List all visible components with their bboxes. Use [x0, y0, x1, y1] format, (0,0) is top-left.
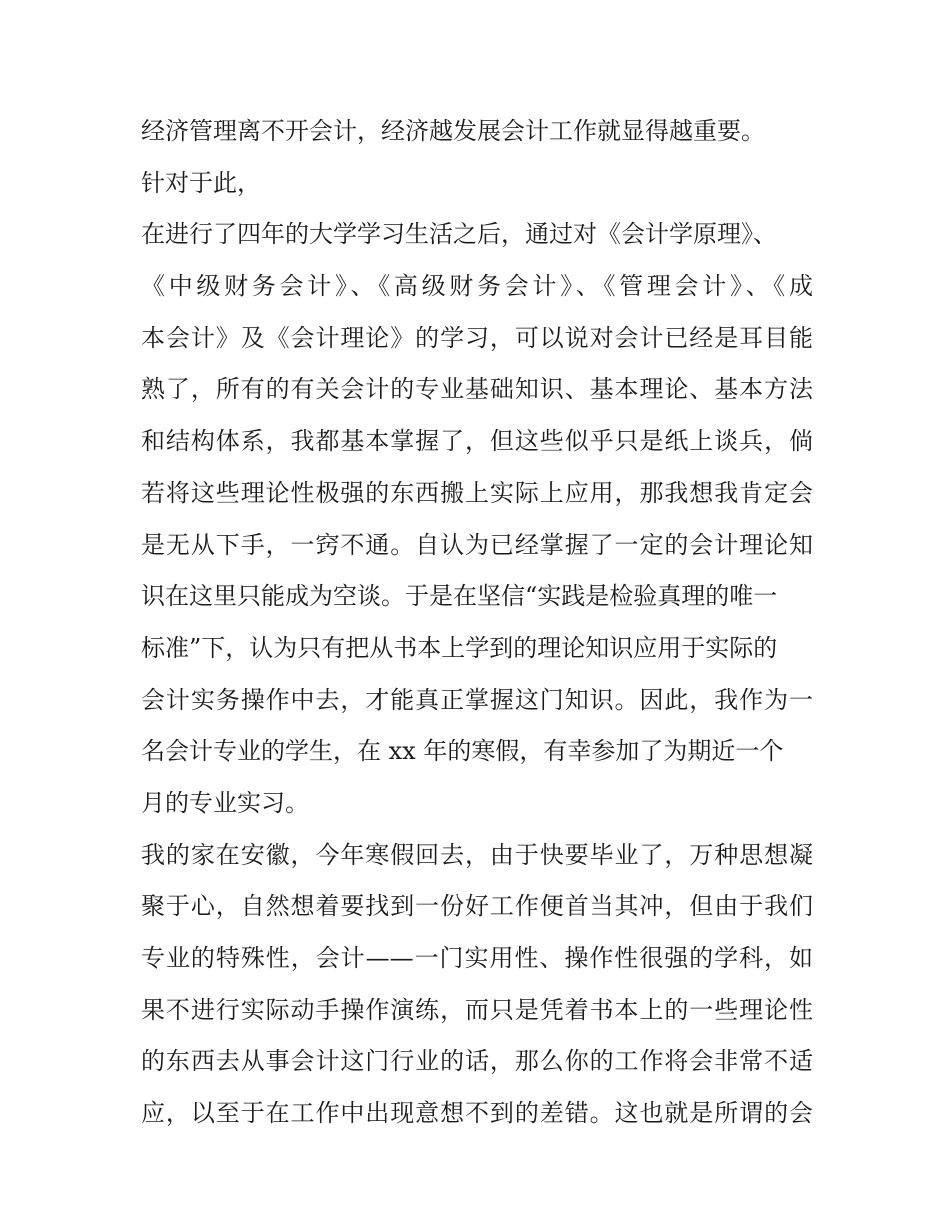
text-line: 经济管理离不开会计，经济越发展会计工作就显得越重要。 — [141, 117, 765, 145]
text-line: 月的专业实习。 — [141, 788, 309, 817]
text-line: 标准”下，认为只有把从书本上学到的理论知识应用于实际的 — [141, 633, 778, 662]
body-text — [141, 106, 813, 1140]
text-line: 的东西去从事会计这门行业的话，那么你的工作将会非常不适 — [141, 1047, 813, 1076]
text-line: 果不进行实际动手操作演练，而只是凭着书本上的一些理论性 — [141, 995, 813, 1024]
text-line: 若将这些理论性极强的东西搬上实际上应用，那我想我肯定会 — [141, 478, 813, 507]
text-line: 名会计专业的学生，在 xx 年的寒假，有幸参加了为期近一个 — [141, 737, 784, 766]
text-line: 我的家在安徽，今年寒假回去，由于快要毕业了，万种思想凝 — [141, 840, 813, 869]
text-line: 专业的特殊性，会计——一门实用性、操作性很强的学科，如 — [141, 944, 813, 972]
text-line: 识在这里只能成为空谈。于是在坚信“实践是检验真理的唯一 — [141, 582, 778, 611]
text-line: 针对于此， — [141, 168, 261, 197]
text-line: 本会计》及《会计理论》的学习，可以说对会计已经是耳目能 — [141, 323, 813, 352]
text-line: 是无从下手，一窍不通。自认为已经掌握了一定的会计理论知 — [141, 530, 813, 559]
text-line: 《中级财务会计》、《高级财务会计》、《管理会计》、《成 — [141, 272, 813, 301]
text-line: 熟了，所有的有关会计的专业基础知识、基本理论、基本方法 — [141, 375, 813, 404]
text-line: 会计实务操作中去，才能真正掌握这门知识。因此，我作为一 — [141, 685, 813, 714]
text-line: 和结构体系，我都基本掌握了，但这些似乎只是纸上谈兵，倘 — [141, 427, 813, 456]
text-line: 聚于心，自然想着要找到一份好工作便首当其冲，但由于我们 — [141, 892, 813, 921]
text-line: 应，以至于在工作中出现意想不到的差错。这也就是所谓的会 — [141, 1099, 813, 1128]
text-line: 在进行了四年的大学学习生活之后，通过对《会计学原理》、 — [141, 220, 777, 249]
